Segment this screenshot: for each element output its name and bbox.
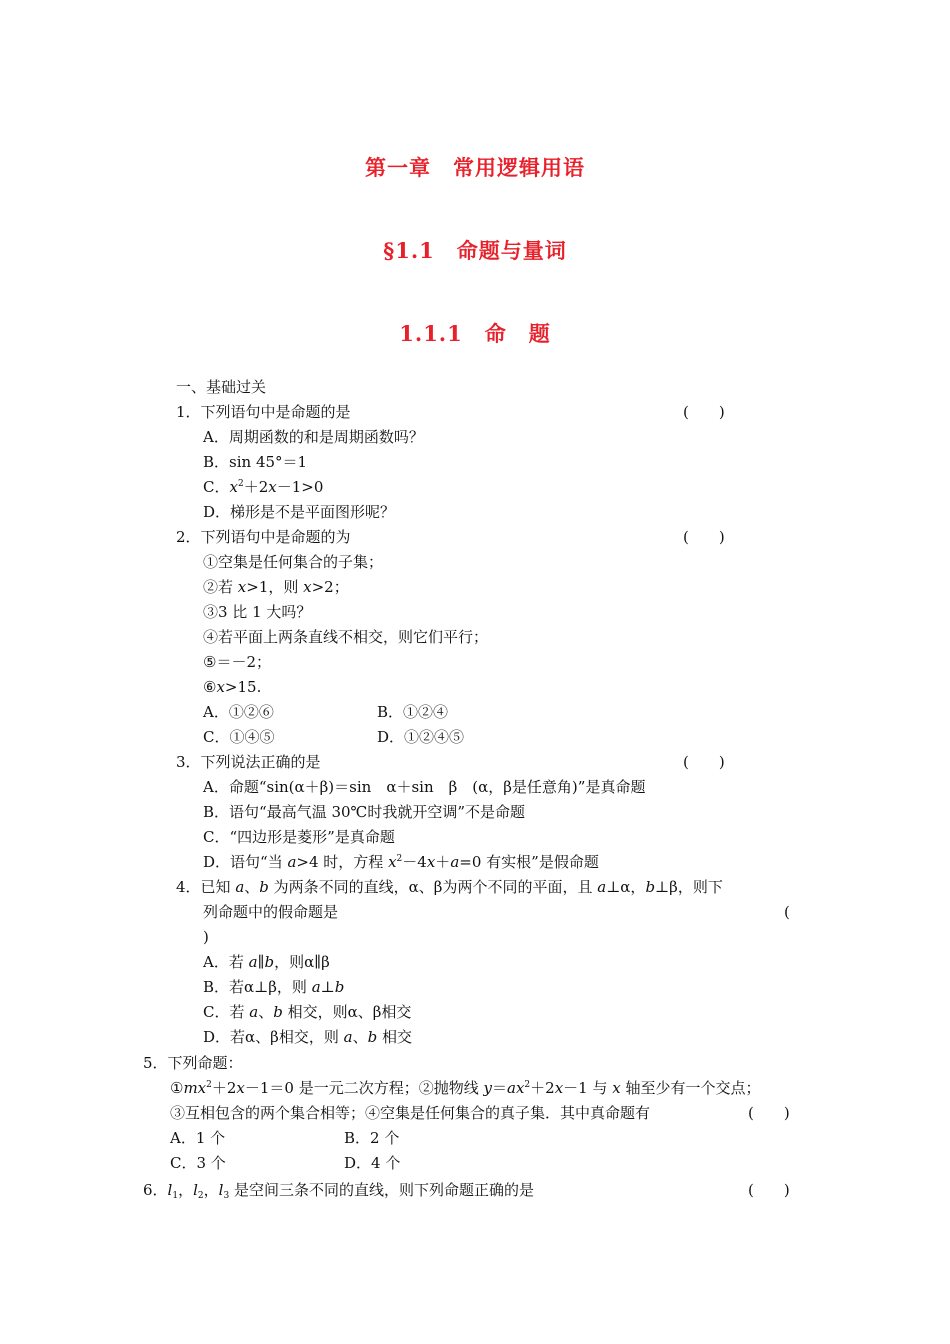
question-3-option-d: D．语句“当 a>4 时，方程 $x^2-4x+a=0$ 有实根”是假命题 [203,853,599,871]
question-5-statements-line-2: ③互相包含的两个集合相等；④空集是任何集合的真子集．其中真命题有 [170,1104,651,1122]
question-2-statement-6: ⑥x>15. [203,678,262,696]
question-2-answer-paren: ( ) [683,528,725,546]
question-5-option-a: A．1 个 [170,1129,226,1147]
question-5-stem: 5．下列命题： [143,1054,243,1072]
question-1-option-d: D．梯形是不是平面图形呢？ [203,503,396,521]
question-2-option-a: A．①②⑥ [203,703,274,721]
question-4-stem-line-1: 4．已知 a、b 为两条不同的直线，α、β为两个不同的平面，且 a⊥α，b⊥β，则下 [176,878,723,896]
question-5-option-d: D．4 个 [344,1154,401,1172]
question-2-statement-5: ⑤＝－2； [203,653,271,671]
question-4-option-d: D．若α、β相交，则 a、b 相交 [203,1028,412,1046]
question-3-option-a: A．命题“sin(α＋β)＝sin α＋sin β (α，β是任意角)”是真命题 [203,778,646,796]
question-6-stem: 6．$l_1$，$l_2$，$l_3$ 是空间三条不同的直线，则下列命题正确的是 [143,1181,534,1201]
question-4-answer-paren-open: ( [784,903,790,921]
question-4-answer-paren-close: ) [203,928,209,946]
question-4-option-c: C．若 a、b 相交，则α、β相交 [203,1003,412,1021]
question-6-answer-paren: ( ) [748,1181,790,1199]
part-heading: 一、基础过关 [176,378,267,396]
question-2-stem: 2．下列语句中是命题的为 [176,528,351,546]
question-2-statement-2: ②若 x>1，则 x>2； [203,578,349,596]
question-2-statement-1: ①空集是任何集合的子集； [203,553,384,571]
question-1-option-b: B．sin 45°＝1 [203,453,308,471]
subsection-title: 1.1.1 命 题 [399,321,551,346]
question-5-statements-line-1: $①mx^2+2x-1=0$ 是一元二次方程；②抛物线 $y=ax^2+2x-1$ 与 x 轴至少有一个交点； [170,1079,761,1097]
question-1-answer-paren: ( ) [683,403,725,421]
question-1-option-c: C．$x^2+2x-1>0$ [203,478,324,496]
question-3-stem: 3．下列说法正确的是 [176,753,321,771]
question-2-statement-4: ④若平面上两条直线不相交，则它们平行； [203,628,489,646]
question-5-answer-paren: ( ) [748,1104,790,1122]
question-2-option-d: D．①②④⑤ [377,728,465,746]
question-1-option-a: A．周期函数的和是周期函数吗？ [203,428,424,446]
question-4-stem-line-2: 列命题中的假命题是 [203,903,339,921]
question-3-option-c: C．“四边形是菱形”是真命题 [203,828,395,846]
question-4-option-a: A．若 a∥b，则α∥β [203,953,330,971]
question-2-option-b: B．①②④ [377,703,449,721]
question-1-stem: 1．下列语句中是命题的是 [176,403,351,421]
question-3-answer-paren: ( ) [683,753,725,771]
question-5-option-c: C．3 个 [170,1154,226,1172]
chapter-title: 第一章 常用逻辑用语 [365,155,585,180]
section-title: §1.1 命题与量词 [383,238,567,263]
question-5-option-b: B．2 个 [344,1129,400,1147]
question-2-option-c: C．①④⑤ [203,728,275,746]
question-3-option-b: B．语句“最高气温 30℃时我就开空调”不是命题 [203,803,525,821]
question-4-option-b: B．若α⊥β，则 a⊥b [203,978,345,996]
question-2-statement-3: ③3 比 1 大吗？ [203,603,312,621]
